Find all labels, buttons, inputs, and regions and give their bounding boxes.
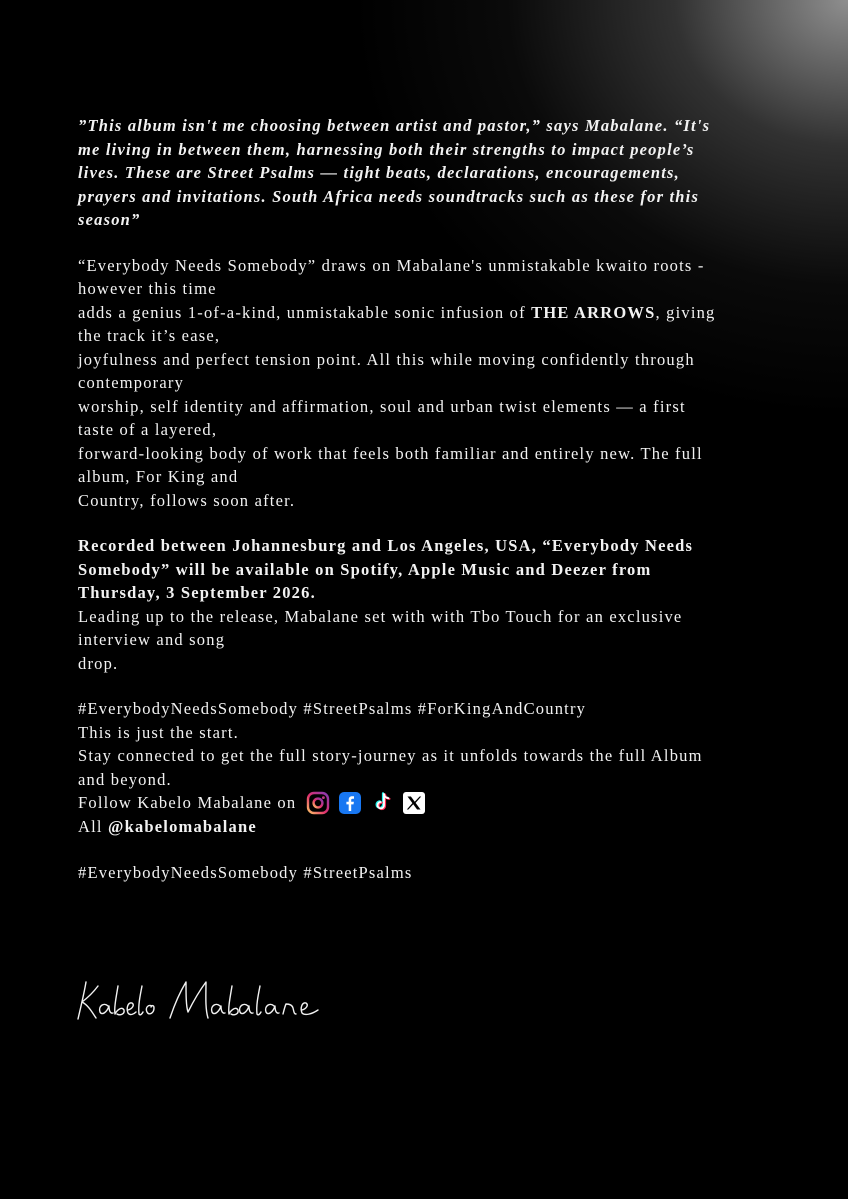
- quote-line: season”: [78, 210, 141, 229]
- hashtags-line: #EverybodyNeedsSomebody #StreetPsalms #ForKingAndCountry: [78, 699, 587, 718]
- paragraph-line: worship, self identity and affirmation, soul and urban twist elements — a first: [78, 396, 686, 416]
- paragraph-line: forward-looking body of work that feels both familiar and entirely new. The full: [78, 443, 703, 463]
- release-date-line: Thursday, 3 September 2026.: [78, 583, 316, 602]
- paragraph-text: adds a genius 1-of-a-kind, unmistakable sonic infusion of: [78, 302, 532, 322]
- paragraph-line: taste of a layered,: [78, 420, 218, 439]
- handle-line: [78, 815, 778, 839]
- paragraph-line: Country, follows soon after.: [78, 490, 296, 510]
- closing-section: [78, 697, 778, 839]
- hashtags-line: #EverybodyNeedsSomebody #StreetPsalms: [78, 862, 413, 882]
- handle-prefix: All: [78, 817, 109, 836]
- social-handle[interactable]: @kabelomabalane: [108, 817, 257, 836]
- follow-label: Follow Kabelo Mabalane on: [78, 793, 297, 813]
- facebook-icon[interactable]: [338, 791, 362, 815]
- the-arrows-name: THE ARROWS: [531, 302, 656, 322]
- tiktok-icon[interactable]: [370, 791, 394, 815]
- quote-line: ”This album isn't me choosing between artist and pastor,” says Mabalane. “It's: [78, 116, 711, 135]
- stay-connected-line: and beyond.: [78, 769, 172, 789]
- release-line: Leading up to the release, Mabalane set with with Tbo Touch for an exclusive: [78, 606, 683, 626]
- quote-line: prayers and invitations. South Africa needs soundtracks such as these for this: [78, 186, 700, 206]
- release-line: Recorded between Johannesburg and Los Angeles, USA, “Everybody Needs: [78, 536, 694, 555]
- follow-row: [78, 791, 778, 815]
- paragraph-line: [78, 301, 778, 325]
- x-icon[interactable]: [402, 791, 426, 815]
- artist-quote: [78, 114, 778, 232]
- paragraph-line: album, For King and: [78, 467, 239, 486]
- description-paragraph: [78, 254, 778, 513]
- paragraph-text: , giving: [655, 302, 716, 322]
- stay-connected-line: Stay connected to get the full story-journey as it unfolds towards the full Album: [78, 746, 703, 765]
- paragraph-line: joyfulness and perfect tension point. All this while moving confidently through: [78, 349, 695, 369]
- press-release-body: [78, 114, 778, 884]
- release-line: drop.: [78, 653, 119, 673]
- instagram-icon[interactable]: [306, 791, 330, 815]
- release-line: Somebody” will be available on Spotify, Apple Music and Deezer from: [78, 559, 652, 579]
- paragraph-line: contemporary: [78, 373, 185, 392]
- paragraph-line: “Everybody Needs Somebody” draws on Mabalane's unmistakable kwaito roots -: [78, 255, 705, 275]
- quote-line: me living in between them, harnessing both their strengths to impact people’s: [78, 139, 695, 159]
- release-paragraph: [78, 534, 778, 675]
- handwritten-signature: [76, 972, 346, 1032]
- paragraph-line: the track it’s ease,: [78, 326, 221, 345]
- paragraph-line: however this time: [78, 279, 217, 298]
- quote-line: lives. These are Street Psalms — tight beats, declarations, encouragements,: [78, 163, 680, 182]
- start-line: This is just the start.: [78, 722, 239, 742]
- social-icons: [306, 791, 426, 815]
- release-line: interview and song: [78, 630, 226, 649]
